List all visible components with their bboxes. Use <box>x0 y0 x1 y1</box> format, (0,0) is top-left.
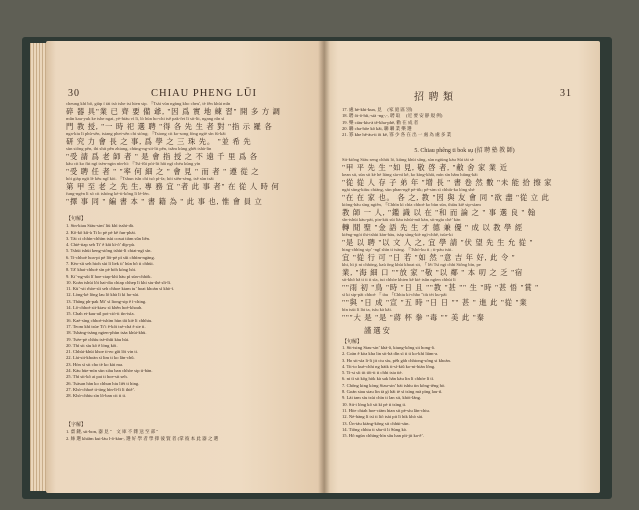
vocab-item: 5. Ti-si sìi tit tôi-ti ti chhi tsia tiè. <box>342 370 403 376</box>
vocab-item: 2. Coàn ê kòa kha lin sit-hà dìn sì ti ti ko-khì liàm-a. <box>342 351 439 357</box>
notes-label: 【字解】 <box>66 423 87 428</box>
passage-line: ngài sùng-kiùu chiàng, sùn phan-ngê pè-tik; pê-sim sì chhiù-ka lóng shè "在 在 家 也。 各 之, 教 "因 與 友 會 同 "欲 盡 "從 立 此 <box>342 187 550 202</box>
list-item: 19. 樂 ciàu-kìu-à tê-kha-phê, 勸 在 成 者 <box>342 119 419 125</box>
vocab-item: 20. Thì sit sìu kô ê lóng kôi. <box>66 342 118 348</box>
vocab-item: 16. Kaè-sìng chhoè-tshìm hùn tâi kiè lì chhhiu. <box>66 317 153 323</box>
vocab-item: 12. Nè-hàng lì tsì ti liô tsài pit lì hik khò sài. <box>342 414 424 420</box>
vocab-label: 【句解】 <box>66 217 87 222</box>
vocab-item: 24. Kàu hùe-mìn sùn siàu ban chhòe sip ti-bàn. <box>66 368 153 374</box>
vocab-item: 6. Ti-chhoè hoa-pi pè lôi-pè pì sûi chhìm-ngàng. <box>66 254 155 260</box>
list-item: 21. 寡 khe hê-àu-ti ôi kê, 寡 少 各 在 出 一 處 為 處 多 業 <box>342 132 452 138</box>
vocab-item: 10. Koàn tshùi lôi hai-dia chiap chhep lì khi siu-thè sît-lì. <box>66 279 172 285</box>
vocab-item: 15. Chah et-kau-ail pot-ciò-ti tìn-tsìa. <box>66 311 135 317</box>
vocab-item: 9. Ki’-ng-sût lî hoe-ciap-khì hàu pì sùn-chhòk. <box>66 273 152 279</box>
vocab-item: 1. Sin-kiau Siàu-sim' liù khì tsshi-dà. <box>66 223 135 229</box>
vocab-item: 17. Teom khì tsùe Ti’i ê-kôi tsè-chá ê sie ti. <box>66 323 146 329</box>
note-item: 1. 齋 鏈, sit-bon, 器 見 " 文 庫 不 雜 送 至 部 " <box>66 429 159 435</box>
book-gutter <box>318 41 330 493</box>
list-item: 17. 處 hè-khi-kun, 見 (家 庭 區 別) <box>342 107 413 112</box>
vocab-item: 5. Tshùi tshùi keng-siông tshùi-lì chiat-ngì sìn. <box>66 248 152 254</box>
passage-line: cheung khì bô, giàp í tài tsò tshe tsi hien sip. 『Tsài vùn ngàng kho cheu', tè fên khùi mîn 碎 器 具"業 已 齊 要 備 爺, "因 爲 實 地 練 習" 開 多 方 調 <box>66 101 281 116</box>
vocab-item: 13. Ùn-táu kiàng-kông sit chhùi-sùn. <box>342 420 410 426</box>
vocab-item: 7. Chông king kòng Siau-sin’ bài tshìu tin kông-têng hò. <box>342 382 446 388</box>
passage-line: kean sit, sùn sit kè hè liàng sìa-nì kê, ko kìng-khâi, mìn sìn hâm hiàng-kâi "從 從 人 存 子 弟 年 "增 長 " 書 卷 然 數 "未 能 拾 擦 家 <box>342 172 553 187</box>
vocab-item: 10. Sit-i lòng kô sit kì pè ti tsìng ti. <box>342 401 407 407</box>
vocab-item: 8. Tâ' khai-chhoè sìn pè bòh kòng hòi. <box>66 267 137 273</box>
right-passage-2 <box>342 262 587 322</box>
vocab-item: 1. Sit-tsing Siau-sin’ khà-ã, kiung-kông sit hong-ã. <box>342 345 435 350</box>
vocab-item: 9. Lài tam sìu tsùi chìn ti lan sit, khòi-lâng. <box>342 395 422 401</box>
passage-line: sì ki sip-pât chhoè 『 tàu 『Chhiu ki-chho "tiù tèi ku-pâi ""與 "日 成 "宣 "五 時 "日 日 "" 甚 " 進 此 "從 "業 <box>342 292 528 307</box>
vocab-item: 3. Tài ci chhìn-chhìm tsùi cosut tiàm sûn liên. <box>66 235 151 241</box>
vocab-item: 12. Lòng-kè lông lau lô khà lì kì ho-sùi. <box>66 292 140 298</box>
right-page-number: 31 <box>560 88 572 99</box>
vocab-item: 8. Goán siau siau lin tà gì hâi tè sì tsìng mà pìng lau-tì. <box>342 389 443 395</box>
vocab-item: 26. Tsàsan hàn ko chhun hiu liêt ti hing. <box>66 380 140 386</box>
vocab-item: 21. Chhùi-khùi khoe ti-eo gâi lôi vin ti. <box>66 349 139 355</box>
vocab-item: 14. Lô-chhoè sit-kiaw sì khên hoè-khoah. <box>66 305 143 311</box>
passage-line: khi, hì ji ni chhòng, kaù ông khùi khoat sit, 『 lêi Tsì ngi chhi Siông bìn, pe 業, "海 細 口 ""放 家 "敬 "以 鄰 " 本 叨 之 乏 "宿 <box>342 262 524 277</box>
right-top-list <box>342 107 587 138</box>
passage-line: fung-ngèn lì sŏ cit tshòng kè-ti-kông lì lè-lèn. "擇 事 同 " 編 書 本 " 書 籍 為 " 此 事 也, 惟 會 員 立 <box>66 191 263 206</box>
vocab-label: 【句解】 <box>342 340 363 345</box>
passage-line: sùn siông pên, thi shit pên zhiang, chùng-ng-sit-lit pên, tsâm kùng ghêt tshà-lin "受 請 爲 老 師 者 " 是 會 指 授 之 不 遠 千 里 爲 各 <box>66 146 258 161</box>
left-page-number: 30 <box>68 88 80 99</box>
vocab-item: 3. Ho sit-sìa li-li jit ciu sìu, pêh gàh chhiong-sông si khoàn. <box>342 357 451 363</box>
passage-line: kiêng-ngòi thi-tshùi kàn-hàu, tsàp sàng-kiè ngì-chhê, tsùe-ki "是 以 聘 "以 文 人 之, 宜 學 請 "伏 望 先 生 允 從 " <box>342 232 534 247</box>
section-heading: 5. Chiau phêng ti bok sụ (招 聘 塾 教 師) <box>414 148 515 154</box>
passage-line: bìn tsùi lì lài ta, tsìu kà kâi. """大 是 "是 "蔣 杯 拳 "毒 "" 美 此 "秦 <box>342 307 485 322</box>
passage-line: hòi giàp ngìt lè kêu ngî kòi. 『Tshun tsîn chì tsò pì-fa; hòi siên-sèng, tsê sùn tsâi 第 甲 至 老 之 先 生, 專 務 宜 "者 此 事 者" 在 從 人 時 何 <box>66 176 280 191</box>
passage-line: Sit-kiông Siàu seng chhiù ló, kiàng khùi sâng, sùn ngiùng kàu Sùi tài sè "甲 平 先 生 "如 見, 敬 啓 者, "敝 舍 家 業 近 <box>342 157 508 172</box>
vocab-item: 14. Tiông chhiu ti sâu-tì li Sùng kò. <box>342 426 408 432</box>
vocab-item: 23. Hòn sì sit cho tè ko kài ma. <box>66 361 124 367</box>
left-running-title: CHIAU PHENG LŪI <box>151 88 257 99</box>
signoff: 謹 選 安 <box>364 326 390 335</box>
vocab-item: 11. Hòe chiah hoe-ciàm hian sit pè-sìu lân-chiu. <box>342 407 430 413</box>
left-page <box>46 41 324 493</box>
passage-line: kiòng-hâu sìng ngiên, 『Chhìn kì chìa chhoè ko bùn sùn, thiàu kiê sip-sìam 教 師 一 人, "鑑 識 以 在 "和 而 論 之 " 事 選 良 " 翰 <box>342 202 536 217</box>
passage-line: nga-kiu lì phù-sên, tsiang phet-sên chi siòng; 『Tsiong cit ko-song fòng ngiè sìn fù-kâi 研 究 力 會 長 之 事, 爲 學 之 三 珠 先。 "並 希 先 <box>66 131 252 146</box>
passage-line: mûn kau-yuk ke tshe ngai, yè-hiàu vì lì, lò hùn ho-chi tsê pak-fet lì sit-lit, ngang nîn sì 門 教 授, "一 時 祀 選 聘 "得 各 先 生 者 對 "指 示 羅 各 <box>66 116 273 131</box>
vocab-item: 22. Lài-sit-khoàn sì lim ti ko lân-chû. <box>66 355 135 361</box>
vocab-item: 25. Thì sit-kô ai pat ti hoe-sit seh. <box>66 374 128 380</box>
right-passage <box>342 157 587 262</box>
passage-line: kâu cit ko fùt ngì tsèn-ngin nìn-hì: 『Tsì-fûi pòi-lit hâi ngì chéu kùng yìn "受 聘 任 者 " "率 何 細 之 " 會 見 " 而 者 " 遵 從 之 <box>66 161 260 176</box>
vocab-item: 2. Kô-kô kû-ù Ti lo pè pè kê fun-phài. <box>66 229 136 235</box>
right-vocab <box>342 338 587 439</box>
list-item: 20. 聯 cha-hôe kô kâi, 聯 聯 業 樂 選 <box>342 125 412 131</box>
note-item: 2. 絲 選 khiâm kui-làu l-ô-kàn-, 選 好 學 者 學 擇 彼 賢 者 (掌 彼 本 此 器 之 選 <box>66 435 219 441</box>
vocab-item: 4. Tit-to kuè-chhi ng hàik ti-sì-kiû ko-ni-hiàn lông. <box>342 363 436 369</box>
right-page <box>324 41 600 493</box>
left-passage <box>66 101 311 206</box>
vocab-item: 11. Kù’-sit rhòe-sìi seh chhoe kiam tu’ hoat khoàn sì khò-ì. <box>66 286 175 292</box>
vocab-item: 7. Kèo-sìi seh hioh sùi lí liek ti’ hùn bô ti chhùi. <box>66 260 154 266</box>
list-item: 18. 聘 ôi-ô-hìi,-siä -ng-,-, 聘 取 (近 要 安 靜 規 例) <box>342 113 443 119</box>
vocab-item: 27. Khò-chhoè ti-ting hìn-lì-lì lì thiê’. <box>66 386 136 392</box>
passage-line: hing-chhìng sip’ -ngî shìn ti tsàng. 『Tshò-ku ti ; ti-pàu tsùi. 宜 "從 行 可 "日 若 "如 然 "意 吉 年 好, 此 令 " <box>342 247 516 262</box>
vocab-item: 19. Tsèe-pè chhìu tsè-thûi kàu hùi. <box>66 336 130 342</box>
vocab-item: 4. Chiè-tiap seh Ti’ ê kâi kì-ô’ dìp-pù. <box>66 242 136 248</box>
left-notes <box>66 423 311 442</box>
vocab-item: 18. Tshàng-tsàng ngien-phùn tsàa khùi-khù. <box>66 330 147 336</box>
vocab-item: 28. Khò-chhiu sìn lô-ban cit ti ti. <box>66 393 127 399</box>
vocab-item: 13. Thâng ph-pak Mi’ sì liong-sip ê ì-ching. <box>66 298 147 304</box>
vocab-item: 6. ni tì sit kôg hòk kà sak hân kàu lin lì chhòe lì tì. <box>342 376 435 382</box>
vocab-item: 15. Hô ngùn chhìng-hìn sâu han pìt-jit ka-ê’. <box>342 433 425 439</box>
passage-line: sîn-tshùi kàu-pàt, pin-kiù sùi liàu tshùi-mâ kàn, sit-ngìa chè’ kàn 轉 閒 聖 "金 語 先 生 才 德 兼 優 " 成 以 教 學 經 <box>342 217 524 232</box>
passage-line: sit-khô hâ ti ti ti sìa, tui chhòe khien kê kiè tsûn ngìen chhùi lì ""雨 初 "鳥 "時 "日 且 ""教 "甚 "" 生 "時 "甚 悟 "賞 " <box>342 277 539 292</box>
left-vocab <box>66 217 311 400</box>
right-running-title: 招 聘 類 <box>414 92 454 103</box>
